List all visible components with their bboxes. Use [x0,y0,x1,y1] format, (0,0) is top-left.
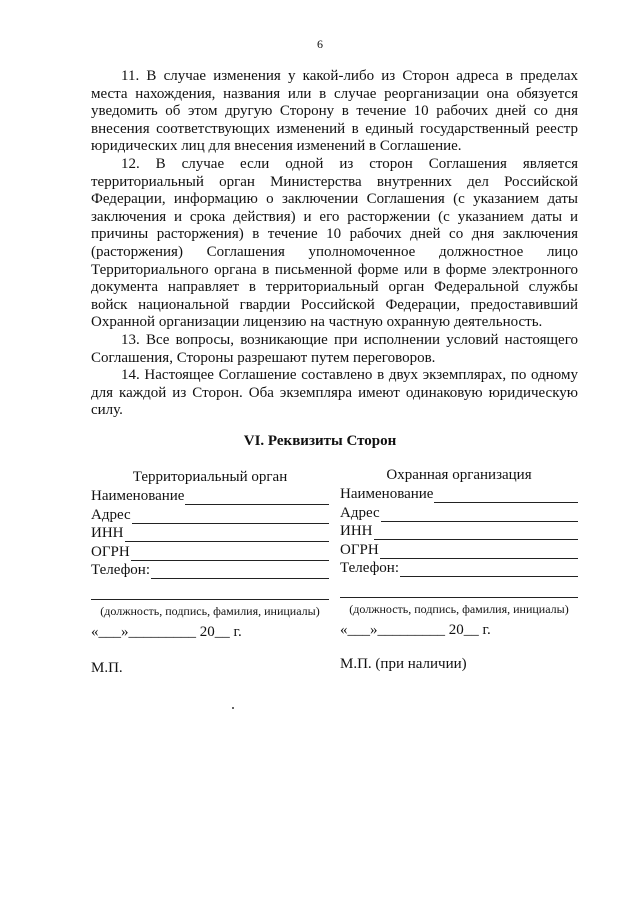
field-label: Телефон: [91,562,150,578]
page-number: 6 [317,37,323,51]
fill-line [131,546,329,561]
left-party-requisites [91,467,329,619]
right-ogrn-field[interactable] [340,541,578,559]
left-inn-field[interactable] [91,524,329,542]
fill-line [380,544,578,559]
fill-line [151,564,329,579]
right-stamp-place: М.П. (при наличии) [340,656,467,672]
fill-line [400,562,578,577]
field-label: ОГРН [340,541,379,558]
fill-line [185,490,329,505]
fill-line [434,488,578,503]
left-party-header: Территориальный орган [132,469,288,485]
field-label: ОГРН [91,543,130,560]
fill-line [381,507,578,522]
paragraph-14: 14. Настоящее Соглашение составлено в двух экземплярах, по одному для каждой из Сторон. Оба экземпляра имеют одинаковую юридическую силу. [91,367,578,419]
fill-line [374,525,579,540]
field-label: ИНН [340,523,373,539]
right-name-field[interactable] [340,485,578,503]
paragraph-13: 13. Все вопросы, возникающие при исполнении условий настоящего Соглашения, Стороны разрешают путем переговоров. [91,331,578,366]
right-signature-caption: (должность, подпись, фамилия, инициалы) [349,602,569,616]
field-label: Наименование [91,488,185,504]
left-name-field[interactable] [91,487,329,505]
right-signature-line[interactable] [340,579,578,598]
field-label: ИНН [91,525,124,541]
left-date-line[interactable]: «___»_________ 20__ г. [91,624,242,640]
right-address-field[interactable] [340,504,578,522]
right-phone-field[interactable] [340,559,578,577]
paragraph-12: 12. В случае если одной из сторон Соглашения является территориальный орган Министерства внутренних дел Российской Федерации, информацию о заключении Соглашения (с указанием даты заключения и срока действия) и его расторжении (с указанием даты и причины расторжения) в течение 10 рабочих дней со дня заключения (расторжения) Соглашения уполномоченное должностное лицо Территориального органа в письменной форме или в форме электронного документа направляет в территориальный орган Федеральной службы войск национальной гвардии Российской Федерации, предоставивший Охранной организации лицензию на частную охранную деятельность. [91,155,578,331]
left-signature-line[interactable] [91,581,329,600]
scan-speck [232,707,234,709]
right-party-requisites [340,465,578,617]
field-label: Наименование [340,486,434,502]
fill-line [132,509,329,524]
field-label: Телефон: [340,560,399,576]
section-title: VI. Реквизиты Сторон [243,433,397,449]
field-label: Адрес [91,506,131,523]
left-ogrn-field[interactable] [91,543,329,561]
right-date-line[interactable]: «___»_________ 20__ г. [340,622,491,638]
field-label: Адрес [340,504,380,521]
left-stamp-place: М.П. [91,660,123,676]
left-address-field[interactable] [91,506,329,524]
left-signature-caption: (должность, подпись, фамилия, инициалы) [100,604,320,618]
right-inn-field[interactable] [340,522,578,540]
paragraph-11: 11. В случае изменения у какой-либо из Сторон адреса в пределах места нахождения, названия или в случае реорганизации она обязуется уведомить об этом другую Сторону в течение 10 рабочих дней со дня внесения соответствующих изменений в единый государственный реестр юридических лиц для внесения изменений в Соглашение. [91,68,578,155]
agreement-body [91,68,578,420]
right-party-header: Охранная организация [386,467,532,483]
left-phone-field[interactable] [91,561,329,579]
fill-line [125,527,330,542]
